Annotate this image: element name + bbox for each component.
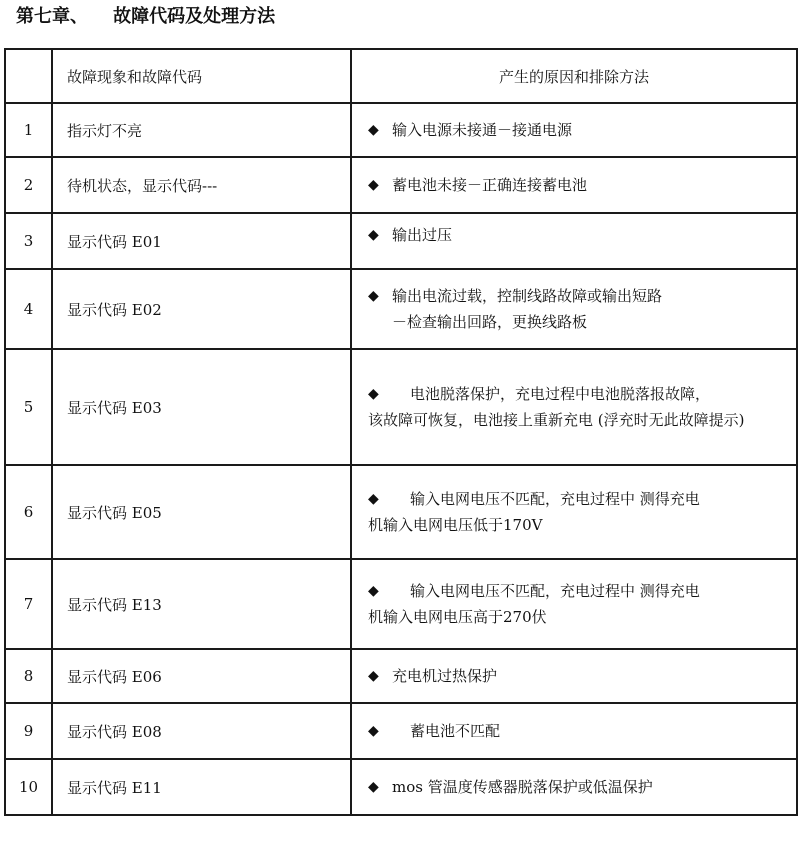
cause-cell bbox=[351, 213, 797, 269]
cause-cell bbox=[351, 465, 797, 559]
diamond-bullet-icon: ◆ bbox=[368, 288, 379, 304]
cause-cell bbox=[351, 703, 797, 759]
row-number: 3 bbox=[5, 213, 52, 269]
row-number: 2 bbox=[5, 157, 52, 213]
cause-continuation: 机输入电网电压高于270伏 bbox=[368, 608, 547, 626]
fault-code: 显示代码 E11 bbox=[52, 759, 351, 815]
table-row bbox=[5, 759, 797, 815]
table-header-row bbox=[5, 49, 797, 103]
header-fault-code: 故障现象和故障代码 bbox=[52, 49, 351, 103]
table-row bbox=[5, 703, 797, 759]
fault-code: 显示代码 E06 bbox=[52, 649, 351, 703]
fault-code: 显示代码 E01 bbox=[52, 213, 351, 269]
row-number: 8 bbox=[5, 649, 52, 703]
fault-code: 显示代码 E08 bbox=[52, 703, 351, 759]
diamond-bullet-icon: ◆ bbox=[368, 122, 379, 138]
cause-text: 输入电网电压不匹配，充电过程中 测得充电 bbox=[410, 490, 700, 508]
table-row bbox=[5, 649, 797, 703]
cause-text: 蓄电池不匹配 bbox=[410, 722, 501, 740]
cause-text: 输入电源未接通－接通电源 bbox=[392, 121, 573, 139]
cause-text: mos 管温度传感器脱落保护或低温保护 bbox=[392, 778, 653, 796]
diamond-bullet-icon: ◆ bbox=[368, 583, 379, 599]
cause-continuation: 该故障可恢复，电池接上重新充电 (浮充时无此故障提示) bbox=[368, 411, 745, 429]
cause-cell bbox=[351, 103, 797, 157]
cause-cell bbox=[351, 759, 797, 815]
diamond-bullet-icon: ◆ bbox=[368, 668, 379, 684]
cause-cell bbox=[351, 559, 797, 649]
fault-code: 显示代码 E03 bbox=[52, 349, 351, 465]
table-row bbox=[5, 349, 797, 465]
row-number: 5 bbox=[5, 349, 52, 465]
diamond-bullet-icon: ◆ bbox=[368, 386, 379, 402]
cause-line-2: －检查输出回路，更换线路板 bbox=[392, 313, 588, 331]
header-no bbox=[5, 49, 52, 103]
fault-code: 显示代码 E05 bbox=[52, 465, 351, 559]
diamond-bullet-icon: ◆ bbox=[368, 723, 379, 739]
cause-text: 输入电网电压不匹配，充电过程中 测得充电 bbox=[410, 582, 700, 600]
diamond-bullet-icon: ◆ bbox=[368, 177, 379, 193]
fault-code: 显示代码 E02 bbox=[52, 269, 351, 349]
cause-text: 充电机过热保护 bbox=[392, 667, 498, 685]
cause-line-1: 输出电流过载，控制线路故障或输出短路 bbox=[392, 287, 663, 305]
fault-code: 待机状态，显示代码--- bbox=[52, 157, 351, 213]
cause-cell bbox=[351, 157, 797, 213]
table-row bbox=[5, 269, 797, 349]
row-number: 1 bbox=[5, 103, 52, 157]
fault-code: 指示灯不亮 bbox=[52, 103, 351, 157]
row-number: 6 bbox=[5, 465, 52, 559]
table-row bbox=[5, 559, 797, 649]
row-number: 7 bbox=[5, 559, 52, 649]
diamond-bullet-icon: ◆ bbox=[368, 491, 379, 507]
cause-text: 输出过压 bbox=[392, 226, 453, 244]
cause-text bbox=[392, 283, 782, 335]
chapter-title: 第七章、 故障代码及处理方法 bbox=[16, 6, 276, 27]
header-cause-solution: 产生的原因和排除方法 bbox=[351, 49, 797, 103]
row-number: 10 bbox=[5, 759, 52, 815]
diamond-bullet-icon: ◆ bbox=[368, 227, 379, 243]
diamond-bullet-icon: ◆ bbox=[368, 779, 379, 795]
cause-cell bbox=[351, 349, 797, 465]
fault-code: 显示代码 E13 bbox=[52, 559, 351, 649]
cause-continuation: 机输入电网电压低于170V bbox=[368, 516, 543, 534]
table-row bbox=[5, 465, 797, 559]
table-row bbox=[5, 103, 797, 157]
row-number: 4 bbox=[5, 269, 52, 349]
cause-text: 蓄电池未接－正确连接蓄电池 bbox=[392, 176, 588, 194]
cause-cell bbox=[351, 649, 797, 703]
cause-cell bbox=[351, 269, 797, 349]
cause-text: 电池脱落保护，充电过程中电池脱落报故障， bbox=[410, 385, 711, 403]
table-row bbox=[5, 213, 797, 269]
table-row bbox=[5, 157, 797, 213]
fault-code-table bbox=[4, 48, 798, 816]
row-number: 9 bbox=[5, 703, 52, 759]
